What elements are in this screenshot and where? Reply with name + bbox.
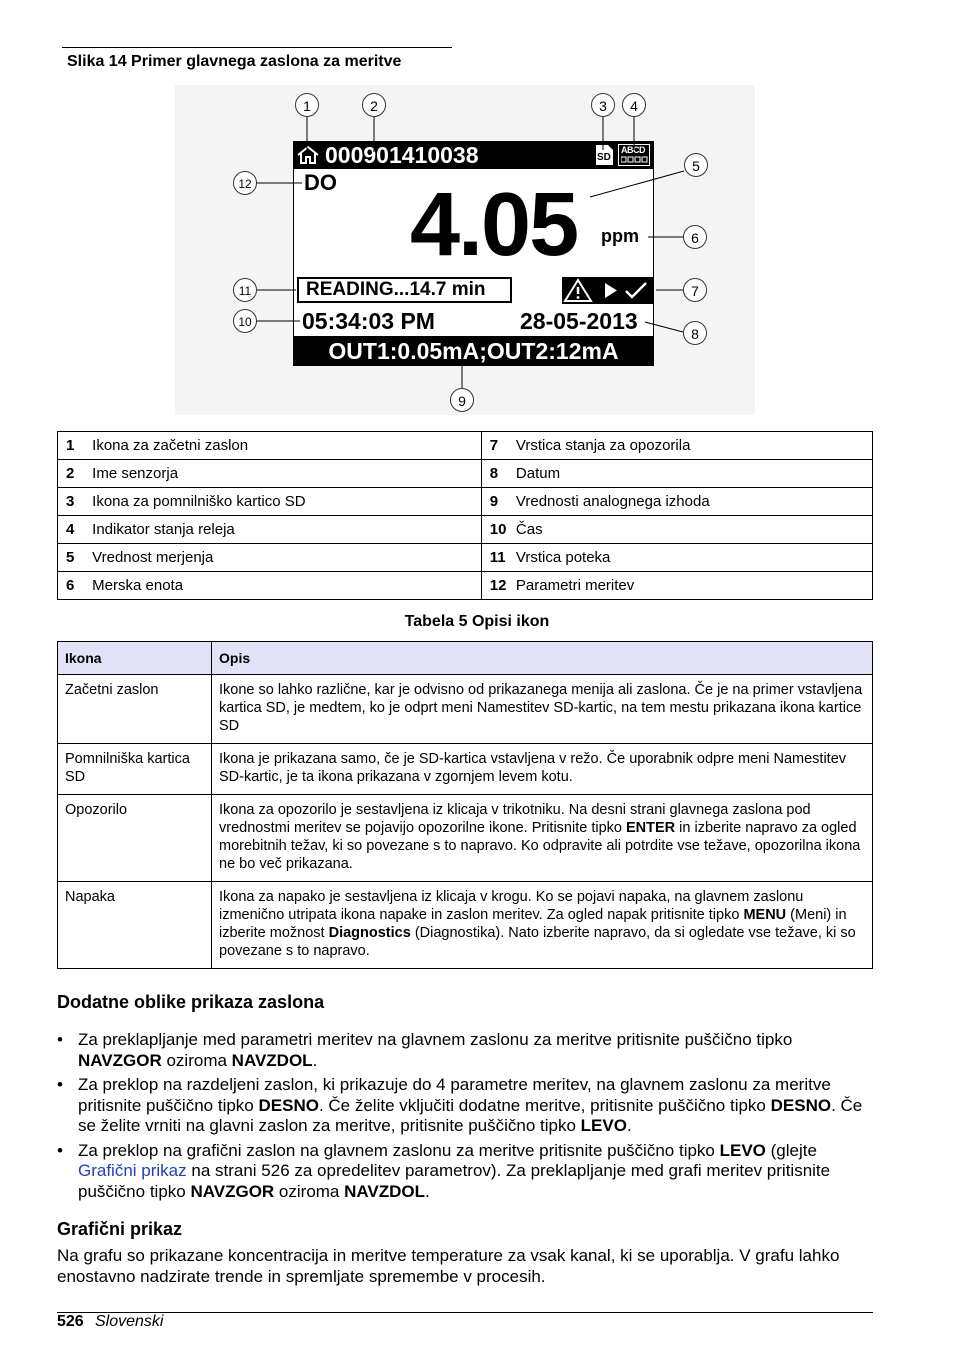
legend-cell: 2 Ime senzorja xyxy=(58,460,482,488)
callout-3: 3 xyxy=(591,93,615,117)
icon-name-cell: Opozorilo xyxy=(58,795,212,882)
table-row xyxy=(58,488,873,516)
table-row xyxy=(58,544,873,572)
table-row xyxy=(58,744,873,795)
callout-2: 2 xyxy=(362,93,386,117)
legend-cell: 1 Ikona za začetni zaslon xyxy=(58,432,482,460)
relay-label: ABCD xyxy=(621,145,645,155)
table-row xyxy=(58,460,873,488)
date-display: 28-05-2013 xyxy=(520,308,638,334)
description-cell: Ikone so lahko različne, kar je odvisno od prikazanega menija ali zaslona. Če je na primer vstavljena kartica SD, je medtem, ko je odprt meni Namestitev SD-kartic, na tem mestu prikazana ikona kartice SD xyxy=(212,675,873,744)
column-header-description: Opis xyxy=(212,642,873,675)
legend-table xyxy=(57,431,873,600)
callout-4: 4 xyxy=(622,93,646,117)
figure-caption: Slika 14 Primer glavnega zaslona za meritve xyxy=(67,53,402,70)
description-cell: Ikona za napako je sestavljena iz klicaja v krogu. Ko se pojavi napaka, na glavnem zaslonu izmenično utripata ikona napake in zaslon meritev. Za ogled napak pritisnite tipko MENU (Meni) in izberite možnost Diagnostics (Diagnostika). Nato izberite napravo, da si ogledate vse težave, ki so povezane s to napravo. xyxy=(212,882,873,969)
footer-rule xyxy=(57,1312,873,1313)
legend-cell: 8 Datum xyxy=(481,460,872,488)
footer-language: Slovenski xyxy=(95,1313,164,1330)
legend-cell: 6 Merska enota xyxy=(58,572,482,600)
description-cell: Ikona je prikazana samo, če je SD-kartica vstavljena v režo. Če uporabnik odpre meni Namestitev SD-kartic, je ta ikona prikazana v zgornjem levem kotu. xyxy=(212,744,873,795)
progress-bar: READING...14.7 min xyxy=(297,277,512,303)
table-header-row xyxy=(58,642,873,675)
measurement-unit: ppm xyxy=(601,226,639,246)
bullet-list xyxy=(57,1030,873,1206)
list-item: • Za preklop na grafični zaslon na glavnem zaslonu za meritve pritisnite puščično tipko LEVO (glejte Grafični prikaz na strani 526 za opredelitev parametrov). Za preklapljanje med grafi meritev pritisnite puščično tipko NAVZGOR oziroma NAVZDOL. xyxy=(57,1141,873,1203)
callout-7: 7 xyxy=(683,278,707,302)
icon-name-cell: Začetni zaslon xyxy=(58,675,212,744)
table-row xyxy=(58,572,873,600)
legend-cell: 12 Parametri meritev xyxy=(481,572,872,600)
parameter-name: DO xyxy=(304,170,337,195)
time-display: 05:34:03 PM xyxy=(302,308,435,334)
table-row xyxy=(58,516,873,544)
column-header-icon: Ikona xyxy=(58,642,212,675)
icon-description-table xyxy=(57,641,873,969)
analog-output-bar: OUT1:0.05mA;OUT2:12mA xyxy=(293,336,654,366)
icon-name-cell: Pomnilniška kartica SD xyxy=(58,744,212,795)
icon-name-cell: Napaka xyxy=(58,882,212,969)
page-number: 526 xyxy=(57,1313,84,1330)
callout-8: 8 xyxy=(683,321,707,345)
callout-1: 1 xyxy=(295,93,319,117)
sensor-id: 000901410038 xyxy=(325,142,479,168)
table-row xyxy=(58,795,873,882)
section-heading: Dodatne oblike prikaza zaslona xyxy=(57,992,325,1012)
table-row xyxy=(58,675,873,744)
callout-6: 6 xyxy=(683,225,707,249)
legend-cell: 10 Čas xyxy=(481,516,872,544)
table-row xyxy=(58,432,873,460)
legend-cell: 9 Vrednosti analognega izhoda xyxy=(481,488,872,516)
measurement-value: 4.05 xyxy=(410,175,578,275)
section-heading: Grafični prikaz xyxy=(57,1219,183,1239)
callout-5: 5 xyxy=(684,153,708,177)
legend-cell: 4 Indikator stanja releja xyxy=(58,516,482,544)
list-item: • Za preklop na razdeljeni zaslon, ki prikazuje do 4 parametre meritev, na glavnem zaslonu za meritve pritisnite puščično tipko DESNO. Če želite vključiti dodatne meritve, pritisnite puščično tipko DESNO. Če se želite vrniti na glavni zaslon za meritve, pritisnite puščično tipko LEVO. xyxy=(57,1075,873,1137)
section-paragraph: Na grafu so prikazane koncentracija in meritve temperature za vsak kanal, ki se uporablja. V grafu lahko enostavno nadzirate trende in spremljate spremembe v procesih. xyxy=(57,1246,840,1286)
legend-cell: 7 Vrstica stanja za opozorila xyxy=(481,432,872,460)
list-item: • Za preklapljanje med parametri meritev na glavnem zaslonu za meritve pritisnite puščično tipko NAVZGOR oziroma NAVZDOL. xyxy=(57,1030,873,1071)
callout-9: 9 xyxy=(450,388,474,412)
table-row xyxy=(58,882,873,969)
sd-label: SD xyxy=(597,152,611,163)
description-cell: Ikona za opozorilo je sestavljena iz klicaja v trikotniku. Na desni strani glavnega zaslona pod vrednostmi meritev se pojavijo opozorilne ikone. Pritisnite tipko ENTER in izberite napravo za ogled morebitnih težav, ki so povezane s to napravo. Ko odpravite ali potrdite vse težave, opozorilna ikona ne bo več prikazana. xyxy=(212,795,873,882)
callout-10: 10 xyxy=(233,309,257,333)
callout-12: 12 xyxy=(233,171,257,195)
legend-cell: 5 Vrednost merjenja xyxy=(58,544,482,572)
table-caption: Tabela 5 Opisi ikon xyxy=(404,613,550,630)
callout-11: 11 xyxy=(233,278,257,302)
legend-cell: 3 Ikona za pomnilniško kartico SD xyxy=(58,488,482,516)
legend-cell: 11 Vrstica poteka xyxy=(481,544,872,572)
graph-link[interactable]: Grafični prikaz xyxy=(78,1161,187,1180)
callout-leaders xyxy=(0,0,954,420)
